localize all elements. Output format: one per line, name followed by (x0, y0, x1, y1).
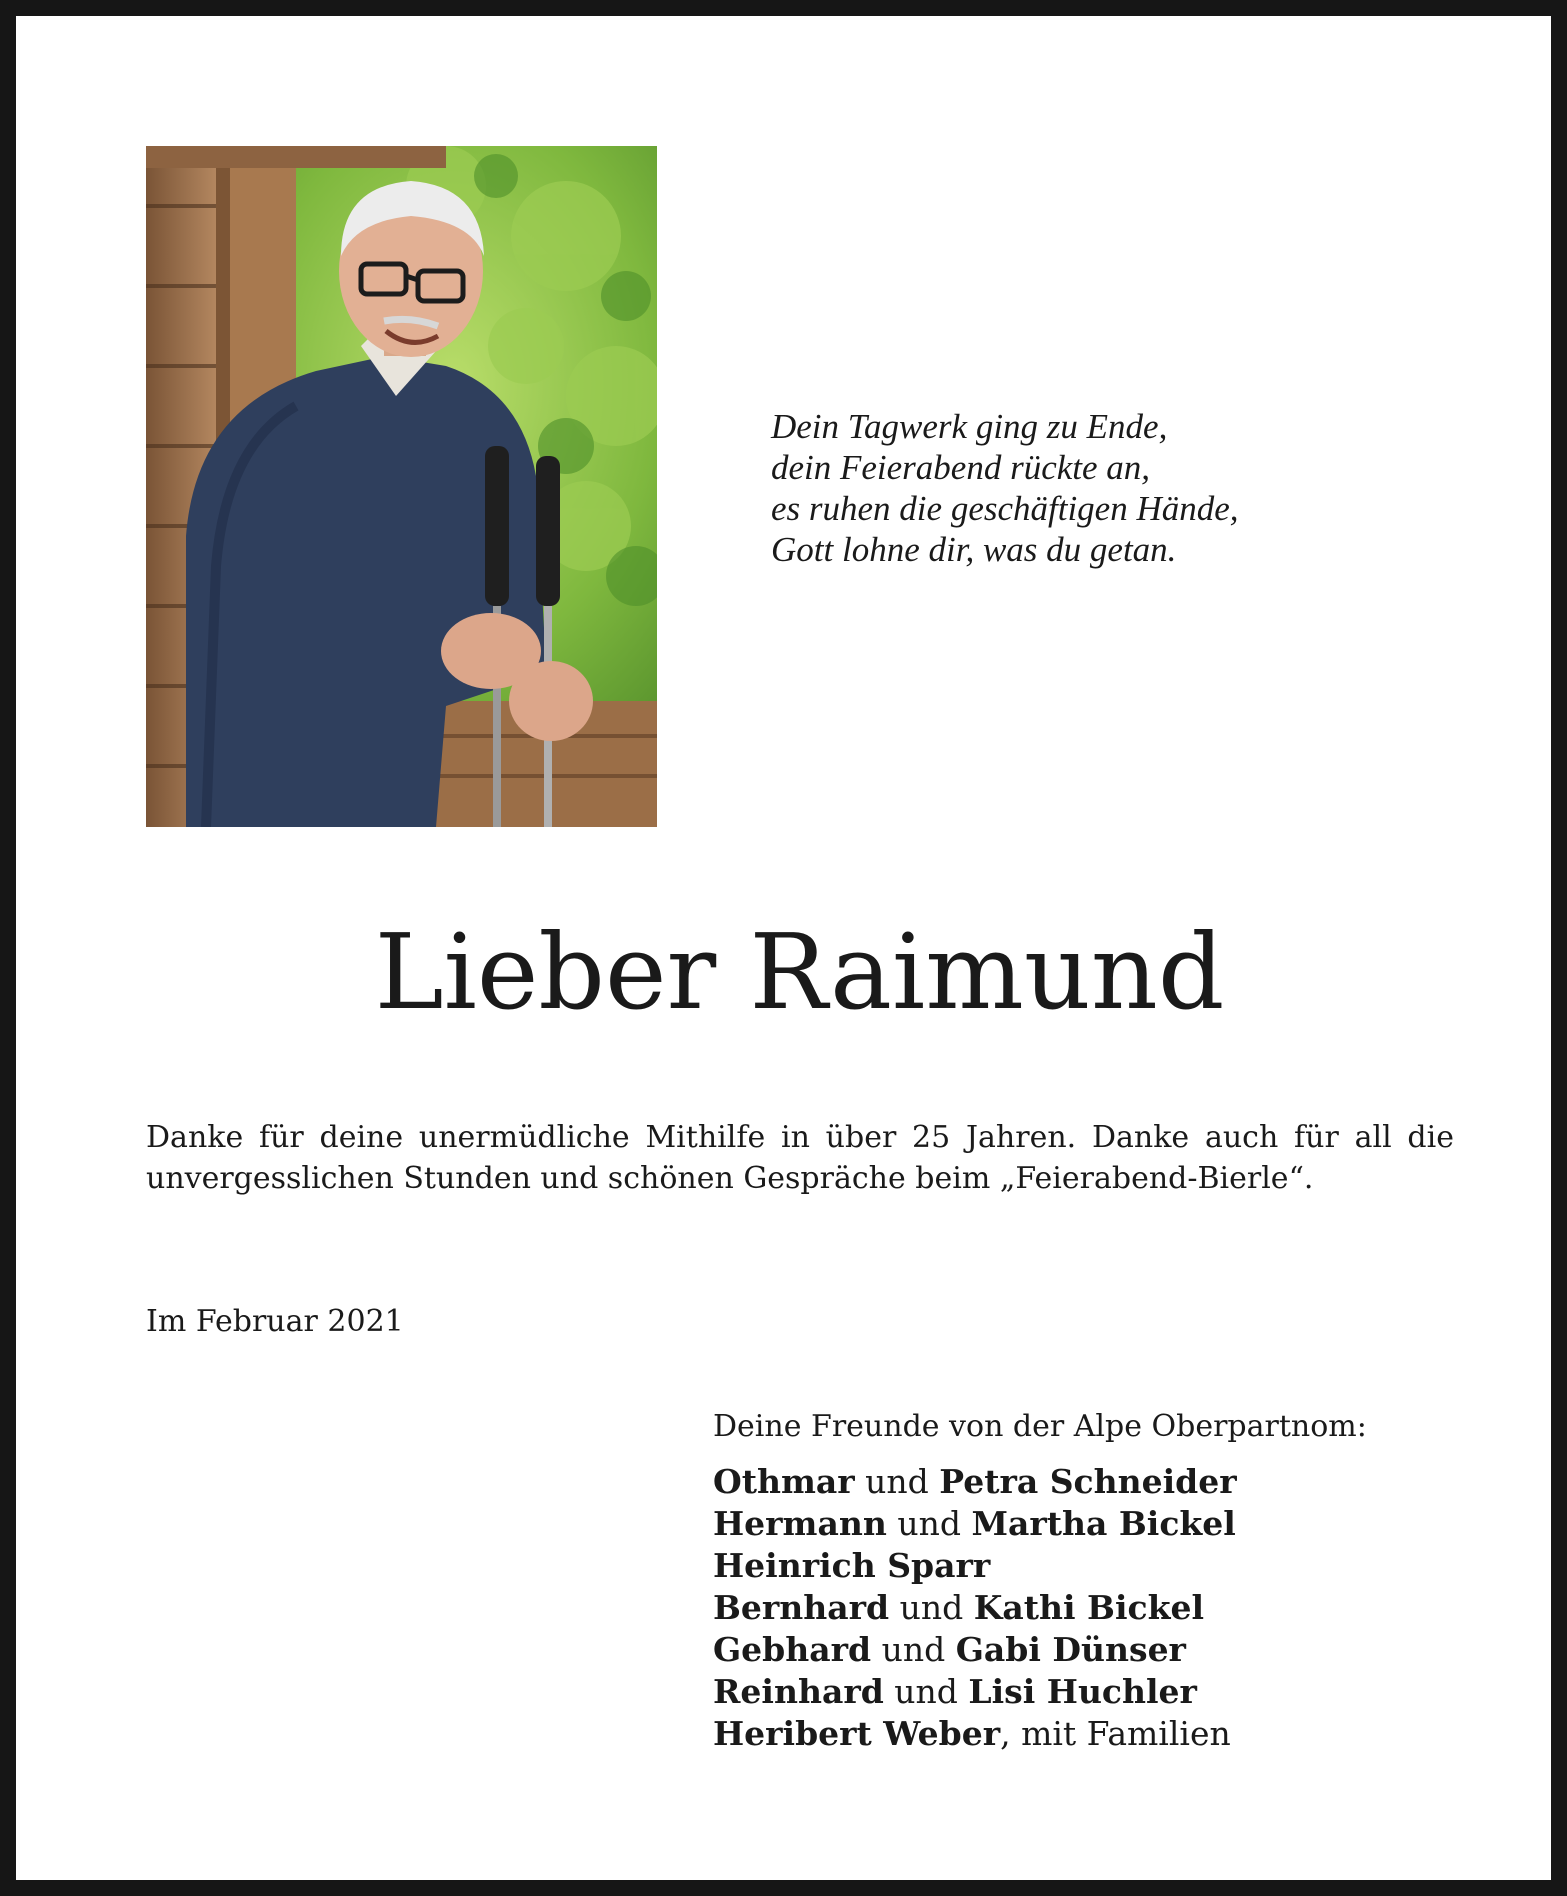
signer-name: Othmar (713, 1462, 855, 1501)
signer-row (713, 1545, 1473, 1587)
signer-row (713, 1503, 1473, 1545)
signer-name: Heinrich Sparr (713, 1546, 991, 1585)
signer-name: Hermann (713, 1504, 887, 1543)
signers-block (713, 1406, 1473, 1755)
signer-suffix: , mit Familien (1000, 1714, 1231, 1753)
signer-name: Martha Bickel (971, 1504, 1236, 1543)
poem-line: es ruhen die geschäftigen Hände, (771, 489, 1239, 528)
signer-name: Lisi Huchler (968, 1672, 1197, 1711)
signer-joiner: und (854, 1462, 940, 1501)
signer-row (713, 1587, 1473, 1629)
signer-name: Heribert Weber (713, 1714, 1001, 1753)
signer-name: Petra Schneider (939, 1462, 1237, 1501)
signer-name: Reinhard (713, 1672, 884, 1711)
signer-name: Gabi Dünser (955, 1630, 1186, 1669)
page-title: Lieber Raimund (374, 911, 1225, 1033)
signer-name: Bernhard (713, 1588, 890, 1627)
signer-name: Kathi Bickel (973, 1588, 1204, 1627)
poem (771, 406, 1331, 570)
signer-joiner: und (886, 1504, 972, 1543)
portrait-photo (146, 146, 657, 827)
signer-joiner: und (889, 1588, 974, 1627)
poem-line: Dein Tagwerk ging zu Ende, (771, 407, 1168, 446)
signers-intro: Deine Freunde von der Alpe Oberpartnom: (713, 1409, 1367, 1444)
signer-row (713, 1713, 1473, 1755)
signer-row (713, 1461, 1473, 1503)
date-line: Im Februar 2021 (146, 1304, 404, 1339)
signer-row (713, 1629, 1473, 1671)
poem-line: Gott lohne dir, was du getan. (771, 530, 1177, 569)
signer-joiner: und (871, 1630, 956, 1669)
signer-row (713, 1671, 1473, 1713)
thank-you-message: Danke für deine unermüdliche Mithilfe in über 25 Jahren. Danke auch für all die unvergesslichen Stunden und schönen Gespräche beim „Feierabend-Bierle“. (146, 1120, 1454, 1196)
poem-line: dein Feierabend rückte an, (771, 448, 1151, 487)
signer-joiner: und (883, 1672, 969, 1711)
signer-name: Gebhard (713, 1630, 872, 1669)
